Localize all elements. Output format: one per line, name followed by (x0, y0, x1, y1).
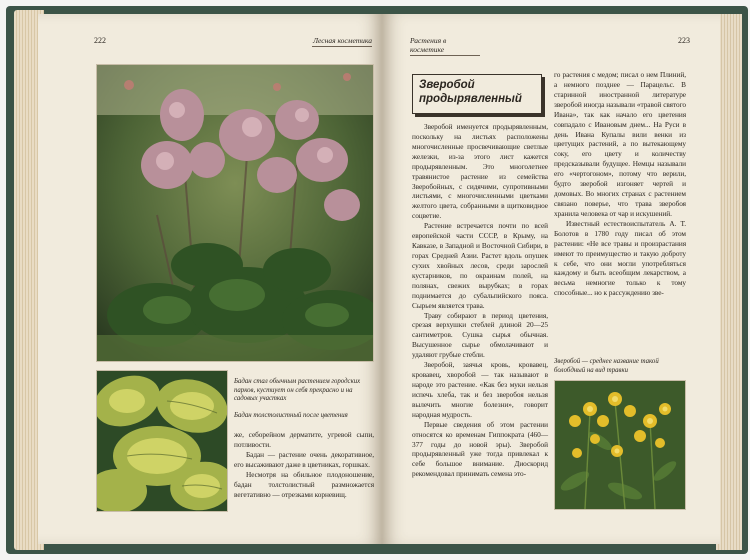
paragraph: Зверобой, заячья кровь, кровавец, кровавец, хворобой — так называют в народе это растение. «Как без муки нельзя испечь хлеба, так и без зверобоя нельзя вылечить многие болезни», говорит народная мудрость. (412, 360, 548, 419)
paragraph: Известный естествоиспытатель А. Т. Болотов в 1780 году писал об этом растении: «Не все травы и произрастания имеют то преимущество и такую доброту к себе, что они могли употребляться каждому и быть всеобщим лекарством, а весьма немногие только к тому способные... но к рассуждению зве- (554, 218, 686, 298)
badan-plant-photo (96, 64, 374, 362)
photo-caption-2: Бадан толстолистный после цветения (234, 412, 348, 419)
paragraph: Траву собирают в период цветения, срезая верхушки стеблей длиной 20—25 сантиметров. Сушка сырья обычная. Высушенное сырье обмолачивают и удаляют грубые стебли. (412, 310, 548, 360)
left-body-text (234, 430, 374, 499)
paragraph: го растения с медом; писал о нем Плиний, а немного позднее — Парацельс. В старинной иностранной литературе зверобой иногда называли «травой святого Ивана», так как начало его цветения совпадало с Ивановым днем... На Руси в день Ивана Купалы вили венки из цветущих растений, а по вытекающему соку, его цвету и количеству предсказывали будущее. Немцы называли его «чертогоном», потому что верили, будто зверобой изгоняет чертей и домовых. Во многих странах с растением связано поверье, что трава зверобоя хранила человека от чар и искушений. (554, 70, 686, 218)
photo-caption-hypericum: Зверобой — среднее название такой болобдный на вид травки (554, 358, 659, 374)
page-number: 223 (678, 36, 690, 45)
badan-leaves-photo (96, 370, 228, 512)
paragraph: Зверобой именуется продырявленным, поскольку на листьях расположены многочисленные просвечивающие светлые железки, из-за этого лист кажется продырявленным. Это многолетнее травянистое растение из семейства Зверобойных, с сидячими, супротивными листьями, с многочисленными цветками желтого цвета, собранными в щитковидное соцветие. (412, 122, 548, 221)
paragraph: Несмотря на обильное плодоношение, бадан толстолистный размножается вегетативно — отрезками корневищ. (234, 469, 374, 499)
paragraph: Бадан — растение очень декоративное, его высаживают даже в цветниках, горшках. (234, 449, 374, 469)
hypericum-photo (554, 380, 686, 510)
right-body-column-1 (412, 122, 548, 479)
right-body-column-2 (554, 70, 686, 298)
paragraph: Первые сведения об этом растении относятся ко временам Гиппократа (460—377 годы до новой эры). Зверобой продырявленный уже тогда привлекал к себе большое внимание. Диоскорид рекомендовал принимать семена это- (412, 419, 548, 479)
heading-line: Зверобой (419, 79, 475, 91)
paragraph: же, себорейном дерматите, угревой сыпи, потливости. (234, 430, 374, 449)
running-head: Лесная косметика (312, 36, 372, 45)
running-head: Растения в косметике (410, 36, 480, 56)
photo-caption-1: Бадан стал обычным растением городских парков, кустиует он себя прекрасно и на садовых участках (234, 378, 361, 403)
article-heading (412, 74, 542, 114)
paragraph: Растение встречается почти по всей европейской части СССР, в Крыму, на Кавказе, в Западной и Восточной Сибири, в горах Средней Азии. Растет вдоль опушек сухих хвойных лесов, среди зарослей кустарников, по окраинам полей, на полянах, свежих вырубках; в горах поднимается до субальпийского пояса. Сырьем является трава. (412, 221, 548, 310)
heading-line: продырявленный (419, 93, 522, 106)
left-page (38, 14, 382, 544)
page-number: 222 (94, 36, 106, 45)
right-page (382, 14, 720, 544)
